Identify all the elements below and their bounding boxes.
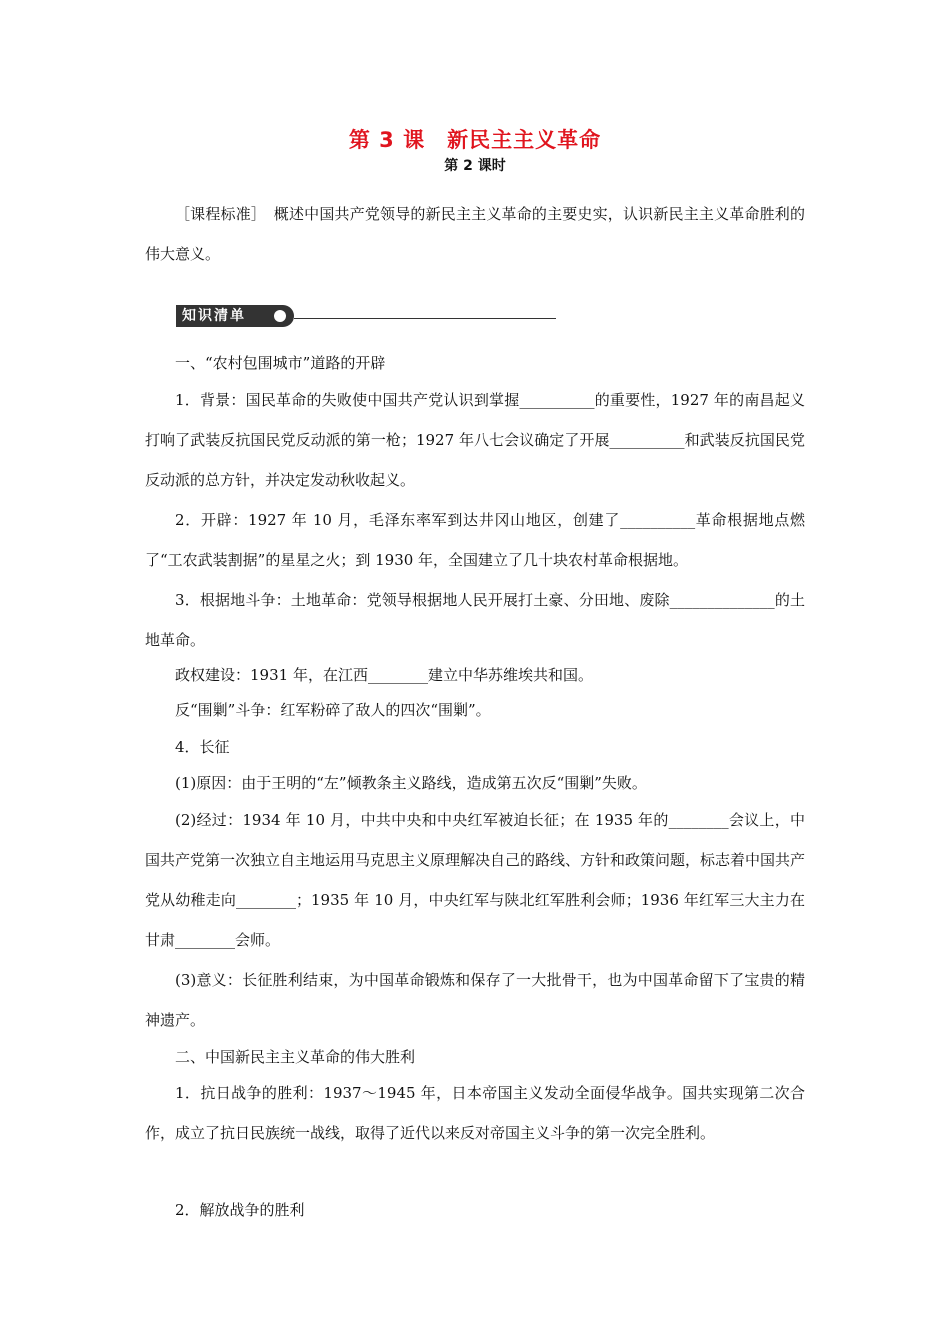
paragraph-significance: (3)意义：长征胜利结束，为中国革命锻炼和保存了一大批骨干，也为中国革命留下了宝贵的精神遗产。	[145, 971, 805, 1029]
paragraph-regime: 政权建设：1931 年，在江西________建立中华苏维埃共和国。	[175, 666, 593, 684]
paragraph-opening: 2．开辟：1927 年 10 月，毛泽东率军到达井冈山地区，创建了__________革命根据地点燃了“工农武装割据”的星星之火；到 1930 年，全国建立了几十块农村革命根据地。	[145, 511, 805, 569]
paragraph-liberation: 2．解放战争的胜利	[175, 1201, 305, 1219]
heading-one: 一、“农村包围城市”道路的开辟	[175, 354, 386, 372]
lesson-title: 第 3 课 新民主主义革命	[348, 128, 602, 152]
banner-rule	[294, 318, 556, 319]
section-banner: 知识清单	[176, 305, 294, 327]
paragraph-anti-japanese: 1．抗日战争的胜利：1937～1945 年，日本帝国主义发动全面侵华战争。国共实现第二次合作，成立了抗日民族统一战线，取得了近代以来反对帝国主义斗争的第一次完全胜利。	[145, 1084, 805, 1142]
paragraph-process: (2)经过：1934 年 10 月，中共中央和中央红军被迫长征；在 1935 年的________会议上，中国共产党第一次独立自主地运用马克思主义原理解决自己的路线、方针和政策问题，标志着中国共产党从幼稚走向________；1935 年 10 月，中央红军与陕北红军胜利会师；1936 年红军三大主力在甘肃________会师。	[145, 811, 806, 949]
paragraph-counter-encirclement: 反“围剿”斗争：红军粉碎了敌人的四次“围剿”。	[175, 701, 491, 719]
paragraph-base-struggle: 3．根据地斗争：土地革命：党领导根据地人民开展打土豪、分田地、废除______________的土地革命。	[145, 591, 805, 649]
paragraph-long-march: 4．长征	[175, 738, 230, 756]
lesson-subtitle: 第 2 课时	[444, 158, 506, 174]
heading-two: 二、中国新民主主义革命的伟大胜利	[175, 1048, 416, 1066]
paragraph-cause: (1)原因：由于王明的“左”倾教条主义路线，造成第五次反“围剿”失败。	[175, 774, 647, 792]
course-standard: ［课程标准］ 概述中国共产党领导的新民主主义革命的主要史实，认识新民主主义革命胜利的伟大意义。	[145, 205, 805, 263]
paragraph-background: 1．背景：国民革命的失败使中国共产党认识到掌握__________的重要性，1927 年的南昌起义打响了武装反抗国民党反动派的第一枪；1927 年八七会议确定了开展__________和武装反抗国民党反动派的总方针，并决定发动秋收起义。	[145, 391, 805, 489]
banner-dot-icon	[274, 310, 286, 322]
